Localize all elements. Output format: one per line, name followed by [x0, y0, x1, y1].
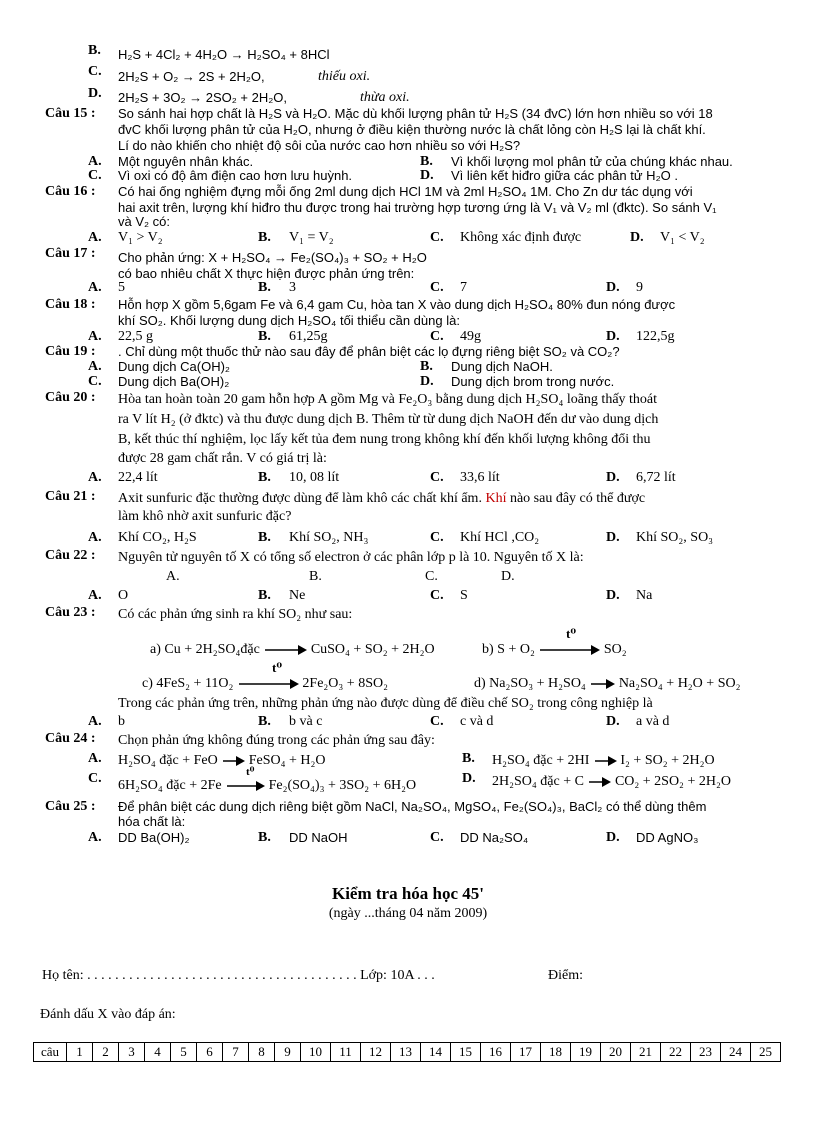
- grid-number-cell[interactable]: 1: [67, 1043, 93, 1062]
- question-text: ra V lít H₂ (ở đktc) và thu được dung dịch B. Thêm từ từ dung dịch NaOH đến dư vào dung dịch: [118, 412, 659, 427]
- option-letter: B.: [420, 154, 433, 169]
- empty-option-label: D.: [501, 569, 515, 584]
- products: CO₂ + 2SO₂ + 2H₂O: [614, 774, 731, 789]
- question-number: Câu 18 :: [45, 297, 96, 312]
- products: CuSO₄ + SO₂ + 2H₂O: [310, 642, 435, 657]
- option-text: a và d: [636, 714, 670, 729]
- option-text: Na: [636, 588, 653, 603]
- option-letter: A.: [88, 588, 102, 603]
- grid-header-cell: câu: [34, 1043, 67, 1062]
- question-text: Để phân biệt các dung dịch riêng biệt gồm NaCl, Na₂SO₄, MgSO₄, Fe₂(SO₄)₃, BaCl₂ có thể dùng thêm: [118, 799, 707, 814]
- option-letter: B.: [258, 470, 271, 485]
- option-note: thiếu oxi.: [318, 69, 371, 84]
- grid-number-cell[interactable]: 21: [631, 1043, 661, 1062]
- option-letter: B.: [420, 359, 433, 374]
- products: Na₂SO₄ + H₂O + SO₂: [618, 676, 741, 691]
- option-letter: B.: [258, 588, 271, 603]
- grid-number-cell[interactable]: 11: [331, 1043, 361, 1062]
- option-text: 3: [289, 280, 296, 295]
- option-text: b và c: [289, 714, 323, 729]
- option-letter: C.: [88, 771, 102, 786]
- question-text: làm khô nhờ axit sunfuric đặc?: [118, 509, 292, 524]
- reaction-arrow-icon: [593, 754, 617, 768]
- option-letter: C.: [430, 830, 444, 845]
- grid-number-cell[interactable]: 24: [721, 1043, 751, 1062]
- option-letter: B.: [258, 230, 271, 245]
- reaction-d: [474, 676, 740, 692]
- option-text: b: [118, 714, 125, 729]
- reactants: b) S + O₂: [482, 642, 535, 657]
- question-number: Câu 25 :: [45, 799, 96, 814]
- option-letter: A.: [88, 470, 102, 485]
- option-text: Vì khối lượng mol phân tử của chúng khác nhau.: [451, 154, 733, 169]
- option-text: Khí SO₂, NH₃: [289, 530, 369, 545]
- option-letter: A.: [88, 530, 102, 545]
- option-text: DD Na₂SO₄: [460, 830, 529, 845]
- option-letter: C.: [88, 64, 102, 79]
- question-number: Câu 24 :: [45, 731, 96, 746]
- grid-number-cell[interactable]: 14: [421, 1043, 451, 1062]
- option-letter: B.: [258, 714, 271, 729]
- reaction-a: [150, 642, 435, 658]
- option-letter: C.: [430, 230, 444, 245]
- option-letter: A.: [88, 280, 102, 295]
- question-text: Nguyên tử nguyên tố X có tổng số electron ở các phân lớp p là 10. Nguyên tố X là:: [118, 550, 584, 565]
- question-number: Câu 16 :: [45, 184, 96, 199]
- option-text: 33,6 lít: [460, 470, 500, 485]
- grid-number-cell[interactable]: 2: [93, 1043, 119, 1062]
- grid-number-cell[interactable]: 6: [197, 1043, 223, 1062]
- highlighted-word: Khí: [485, 491, 507, 506]
- reactants: 2H₂SO₄ đặc + C: [492, 774, 584, 789]
- question-text: Hòa tan hoàn toàn 20 gam hỗn hợp A gồm Mg và Fe₂O₃ bằng dung dịch H₂SO₄ loãng thấy thoát: [118, 392, 658, 407]
- condition-label: t⁰: [566, 626, 577, 641]
- option-letter: D.: [462, 771, 476, 786]
- reaction-arrow-icon: [589, 677, 615, 691]
- reactants: H₂SO₄ đặc + 2HI: [492, 753, 590, 768]
- question-number: Câu 22 :: [45, 548, 96, 563]
- option-letter: D.: [606, 588, 620, 603]
- grid-number-cell[interactable]: 15: [451, 1043, 481, 1062]
- option-letter: B.: [258, 530, 271, 545]
- option-letter: A.: [88, 329, 102, 344]
- question-text: [118, 491, 645, 507]
- option-letter: C.: [430, 280, 444, 295]
- option-text: 2H₂S + 3O₂ → 2SO₂ + 2H₂O,: [118, 90, 288, 105]
- option-text: Vì oxi có độ âm điện cao hơn lưu huỳnh.: [118, 168, 353, 183]
- option-text: V₁ < V₂: [660, 230, 705, 245]
- empty-option-label: C.: [425, 569, 438, 584]
- option-text: DD NaOH: [289, 830, 348, 845]
- option-text: 122,5g: [636, 329, 675, 344]
- option-text: Khí HCl ,CO₂: [460, 530, 540, 545]
- option-text: 6,72 lít: [636, 470, 676, 485]
- option-text: DD AgNO₃: [636, 830, 699, 845]
- grid-number-cell[interactable]: 16: [481, 1043, 511, 1062]
- option-text: 2H₂S + O₂ → 2S + 2H₂O,: [118, 69, 265, 84]
- option-letter: A.: [88, 359, 102, 374]
- option-text: Dung dịch NaOH.: [451, 359, 553, 374]
- option-reaction: [118, 778, 416, 794]
- score-label: Điểm:: [548, 968, 583, 983]
- option-text: Một nguyên nhân khác.: [118, 154, 254, 169]
- condition-label: t⁰: [246, 766, 255, 778]
- option-letter: B.: [88, 43, 101, 58]
- option-letter: A.: [88, 230, 102, 245]
- question-text: Có các phản ứng sinh ra khí SO₂ như sau:: [118, 607, 353, 622]
- condition-label: t⁰: [272, 660, 283, 675]
- grid-number-cell[interactable]: 13: [391, 1043, 421, 1062]
- option-reaction: [118, 753, 325, 769]
- instruction-text: Đánh dấu X vào đáp án:: [40, 1007, 176, 1022]
- option-text: 61,25g: [289, 329, 328, 344]
- grid-number-cell[interactable]: 18: [541, 1043, 571, 1062]
- empty-option-label: B.: [309, 569, 322, 584]
- answer-grid-row: [34, 1043, 781, 1062]
- products: I₂ + SO₂ + 2H₂O: [620, 753, 715, 768]
- option-letter: D.: [630, 230, 644, 245]
- option-reaction: [492, 774, 731, 790]
- option-text: 7: [460, 280, 467, 295]
- option-letter: D.: [606, 830, 620, 845]
- grid-number-cell[interactable]: 4: [145, 1043, 171, 1062]
- products: Fe₂(SO₄)₃ + 3SO₂ + 6H₂O: [268, 778, 417, 793]
- option-letter: C.: [88, 168, 102, 183]
- option-text: O: [118, 588, 129, 603]
- option-letter: D.: [606, 329, 620, 344]
- reactants: H₂SO₄ đặc + FeO: [118, 753, 218, 768]
- option-letter: C.: [88, 374, 102, 389]
- reaction-c: [142, 676, 388, 692]
- option-text: 22,4 lít: [118, 470, 158, 485]
- option-text: 5: [118, 280, 125, 295]
- option-text: Dung dịch brom trong nước.: [451, 374, 615, 389]
- option-letter: C.: [430, 329, 444, 344]
- option-letter: A.: [88, 830, 102, 845]
- grid-number-cell[interactable]: 12: [361, 1043, 391, 1062]
- option-letter: D.: [420, 374, 434, 389]
- question-text: Trong các phản ứng trên, những phản ứng nào được dùng để điều chế SO₂ trong công nghiệp là: [118, 696, 653, 711]
- grid-number-cell[interactable]: 23: [691, 1043, 721, 1062]
- option-letter: C.: [430, 588, 444, 603]
- grid-number-cell[interactable]: 25: [751, 1043, 781, 1062]
- option-letter: D.: [606, 280, 620, 295]
- reaction-b: [482, 642, 627, 658]
- option-letter: A.: [88, 714, 102, 729]
- option-reaction: [492, 753, 715, 769]
- question-text: Chọn phản ứng không đúng trong các phản ứng sau đây:: [118, 733, 435, 748]
- question-text: Lí do nào khiến cho nhiệt độ sôi của nước cao hơn nhiều so với H₂S?: [118, 138, 521, 153]
- reaction-arrow-icon: [225, 779, 265, 793]
- option-letter: B.: [258, 830, 271, 845]
- answer-grid: [33, 1042, 781, 1062]
- question-text: khí SO₂. Khối lượng dung dịch H₂SO₄ tối thiểu cần dùng là:: [118, 313, 460, 328]
- student-info-line[interactable]: Họ tên: . . . . . . . . . . . . . . . . . . . . . . . . . . . . . . . . . . . . . . . Lớp: 10A . . .: [42, 968, 435, 983]
- option-text: Dung dịch Ba(OH)₂: [118, 374, 230, 389]
- option-text: S: [460, 588, 468, 603]
- option-letter: B.: [462, 751, 475, 766]
- option-text: Không xác định được: [460, 230, 582, 245]
- grid-number-cell[interactable]: 8: [249, 1043, 275, 1062]
- grid-number-cell[interactable]: 5: [171, 1043, 197, 1062]
- option-text: c và d: [460, 714, 494, 729]
- grid-number-cell[interactable]: 9: [275, 1043, 301, 1062]
- question-text: đvC khối lượng phân tử của H₂O, nhưng ở điều kiện thường nước là chất lỏng còn H₂S lại là chất khí.: [118, 122, 706, 137]
- reactants: d) Na₂SO₃ + H₂SO₄: [474, 676, 586, 691]
- option-letter: A.: [88, 751, 102, 766]
- grid-number-cell[interactable]: 19: [571, 1043, 601, 1062]
- reaction-arrow-icon: [237, 677, 299, 691]
- question-text: Cho phản ứng: X + H₂SO₄ → Fe₂(SO₄)₃ + SO₂ + H₂O: [118, 250, 427, 265]
- question-text: và V₂ có:: [118, 214, 171, 229]
- grid-number-cell[interactable]: 20: [601, 1043, 631, 1062]
- option-text: Dung dịch Ca(OH)₂: [118, 359, 230, 374]
- exam-date: (ngày ...tháng 04 năm 2009): [328, 906, 488, 921]
- exam-title: Kiểm tra hóa học 45': [331, 884, 485, 903]
- option-letter: D.: [88, 86, 102, 101]
- reaction-arrow-icon: [221, 754, 245, 768]
- question-number: Câu 21 :: [45, 489, 96, 504]
- grid-number-cell[interactable]: 22: [661, 1043, 691, 1062]
- option-text: 10, 08 lít: [289, 470, 340, 485]
- question-text: Hỗn hợp X gồm 5,6gam Fe và 6,4 gam Cu, hòa tan X vào dung dịch H₂SO₄ 80% đun nóng được: [118, 297, 676, 312]
- reactants: a) Cu + 2H₂SO₄đặc: [150, 642, 260, 657]
- option-text: DD Ba(OH)₂: [118, 830, 190, 845]
- option-letter: B.: [258, 329, 271, 344]
- option-letter: D.: [606, 714, 620, 729]
- question-number: Câu 15 :: [45, 106, 96, 121]
- option-note: thừa oxi.: [360, 90, 410, 105]
- grid-number-cell[interactable]: 3: [119, 1043, 145, 1062]
- question-text: hóa chất là:: [118, 814, 186, 829]
- grid-number-cell[interactable]: 17: [511, 1043, 541, 1062]
- option-letter: D.: [606, 530, 620, 545]
- question-number: Câu 20 :: [45, 390, 96, 405]
- option-letter: C.: [430, 714, 444, 729]
- question-text: có bao nhiêu chất X thực hiện được phản ứng trên:: [118, 266, 415, 281]
- question-text: hai axit trên, lượng khí hiđro thu được trong hai trường hợp tương ứng là V₁ và V₂ ml (đktc). So sánh V₁: [118, 200, 717, 215]
- question-text-part: nào sau đây có thể được: [509, 491, 646, 506]
- option-text: 22,5 g: [118, 329, 153, 344]
- question-number: Câu 23 :: [45, 605, 96, 620]
- reaction-arrow-icon: [263, 643, 307, 657]
- option-text: V₁ > V₂: [118, 230, 163, 245]
- question-text: Có hai ống nghiệm đựng mỗi ống 2ml dung dịch HCl 1M và 2ml H₂SO₄ 1M. Cho Zn dư tác dụng với: [118, 184, 693, 199]
- question-text: được 28 gam chất rắn. V có giá trị là:: [118, 451, 327, 466]
- option-text: Vì liên kết hiđro giữa các phân tử H₂O .: [451, 168, 678, 183]
- question-text: . Chỉ dùng một thuốc thử nào sau đây để phân biệt các lọ đựng riêng biệt SO₂ và CO₂?: [118, 344, 620, 359]
- products: 2Fe₂O₃ + 8SO₂: [302, 676, 388, 691]
- option-text: V₁ = V₂: [289, 230, 334, 245]
- option-letter: C.: [430, 530, 444, 545]
- products: SO₂: [603, 642, 627, 657]
- option-text: 49g: [460, 329, 481, 344]
- products: FeSO₄ + H₂O: [248, 753, 326, 768]
- question-text: So sánh hai hợp chất là H₂S và H₂O. Mặc dù khối lượng phân tử H₂S (34 đvC) lớn hơn nhiều so với 18: [118, 106, 713, 121]
- reactants: c) 4FeS₂ + 11O₂: [142, 676, 234, 691]
- question-number: Câu 17 :: [45, 246, 96, 261]
- grid-number-cell[interactable]: 10: [301, 1043, 331, 1062]
- empty-option-label: A.: [166, 569, 180, 584]
- option-text: 9: [636, 280, 643, 295]
- option-text: H₂S + 4Cl₂ + 4H₂O → H₂SO₄ + 8HCl: [118, 47, 330, 62]
- question-text-part: Axit sunfuric đặc thường được dùng để làm khô các chất khí ẩm.: [118, 491, 482, 506]
- option-letter: C.: [430, 470, 444, 485]
- reaction-arrow-icon: [587, 775, 611, 789]
- option-letter: A.: [88, 154, 102, 169]
- option-text: Khí SO₂, SO₃: [636, 530, 714, 545]
- reaction-arrow-icon: [538, 643, 600, 657]
- option-letter: D.: [606, 470, 620, 485]
- question-text: B, kết thúc thí nghiệm, lọc lấy kết tủa đem nung trong không khí đến khối lượng không đổi thu: [118, 432, 651, 447]
- reactants: 6H₂SO₄ đặc + 2Fe: [118, 778, 222, 793]
- grid-number-cell[interactable]: 7: [223, 1043, 249, 1062]
- option-letter: D.: [420, 168, 434, 183]
- option-text: Ne: [289, 588, 306, 603]
- option-text: Khí CO₂, H₂S: [118, 530, 197, 545]
- option-letter: B.: [258, 280, 271, 295]
- question-number: Câu 19 :: [45, 344, 96, 359]
